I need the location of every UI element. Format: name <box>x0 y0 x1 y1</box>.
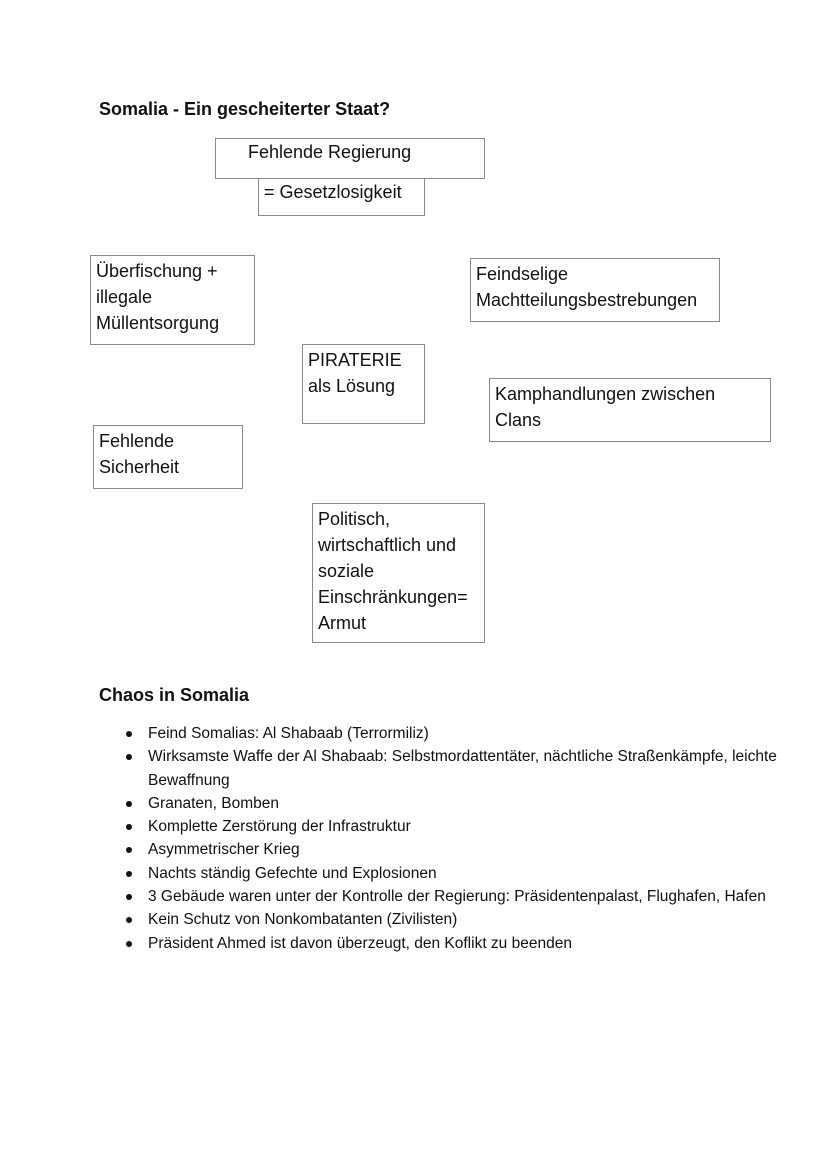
box-feindselige-line-2: Machtteilungsbestrebungen <box>476 290 698 310</box>
box-einschraenkungen-line-2: wirtschaftlich und <box>318 535 457 555</box>
list-item: 3 Gebäude waren unter der Kontrolle der Regierung: Präsidentenpalast, Flughafen, Hafen <box>148 885 808 908</box>
box-fehlende-sicherheit-line-1: Fehlende <box>99 431 175 451</box>
box-kampfhandlungen <box>489 378 771 442</box>
box-ueberfischung-line-3: Müllentsorgung <box>96 313 220 333</box>
box-ueberfischung <box>90 255 255 345</box>
box-gesetzlosigkeit-text: = Gesetzlosigkeit <box>264 182 402 202</box>
list-item: Feind Somalias: Al Shabaab (Terrormiliz) <box>148 722 808 745</box>
list-item: Komplette Zerstörung der Infrastruktur <box>148 815 808 838</box>
page-title: Somalia - Ein gescheiterter Staat? <box>99 99 391 119</box>
box-kampfhandlungen-line-2: Clans <box>495 410 542 430</box>
list-item: Nachts ständig Gefechte und Explosionen <box>148 862 808 885</box>
box-einschraenkungen-line-5: Armut <box>318 613 367 633</box>
section-title-chaos: Chaos in Somalia <box>99 685 250 705</box>
box-ueberfischung-line-2: illegale <box>96 287 153 307</box>
box-piraterie-line-1: PIRATERIE <box>308 350 402 370</box>
box-fehlende-sicherheit <box>93 425 243 489</box>
list-item: Präsident Ahmed ist davon überzeugt, den Koflikt zu beenden <box>148 932 808 955</box>
chaos-list <box>120 722 808 955</box>
box-piraterie <box>302 344 425 424</box>
box-einschraenkungen <box>312 503 485 643</box>
box-fehlende-regierung <box>215 138 485 179</box>
box-piraterie-line-2: als Lösung <box>308 376 396 396</box>
box-einschraenkungen-line-4: Einschränkungen= <box>318 587 468 607</box>
box-fehlende-regierung-text: Fehlende Regierung <box>248 142 412 162</box>
box-feindselige-line-1: Feindselige <box>476 264 569 284</box>
box-einschraenkungen-line-3: soziale <box>318 561 375 581</box>
list-item: Granaten, Bomben <box>148 792 808 815</box>
box-ueberfischung-line-1: Überfischung + <box>96 261 218 281</box>
box-feindselige <box>470 258 720 322</box>
box-kampfhandlungen-line-1: Kamphandlungen zwischen <box>495 384 716 404</box>
box-einschraenkungen-line-1: Politisch, <box>318 509 391 529</box>
box-gesetzlosigkeit <box>258 178 425 216</box>
list-item: Asymmetrischer Krieg <box>148 838 808 861</box>
list-item: Kein Schutz von Nonkombatanten (Zivilisten) <box>148 908 808 931</box>
box-fehlende-sicherheit-line-2: Sicherheit <box>99 457 180 477</box>
list-item: Wirksamste Waffe der Al Shabaab: Selbstmordattentäter, nächtliche Straßenkämpfe, leichte Bewaffnung <box>148 745 808 792</box>
